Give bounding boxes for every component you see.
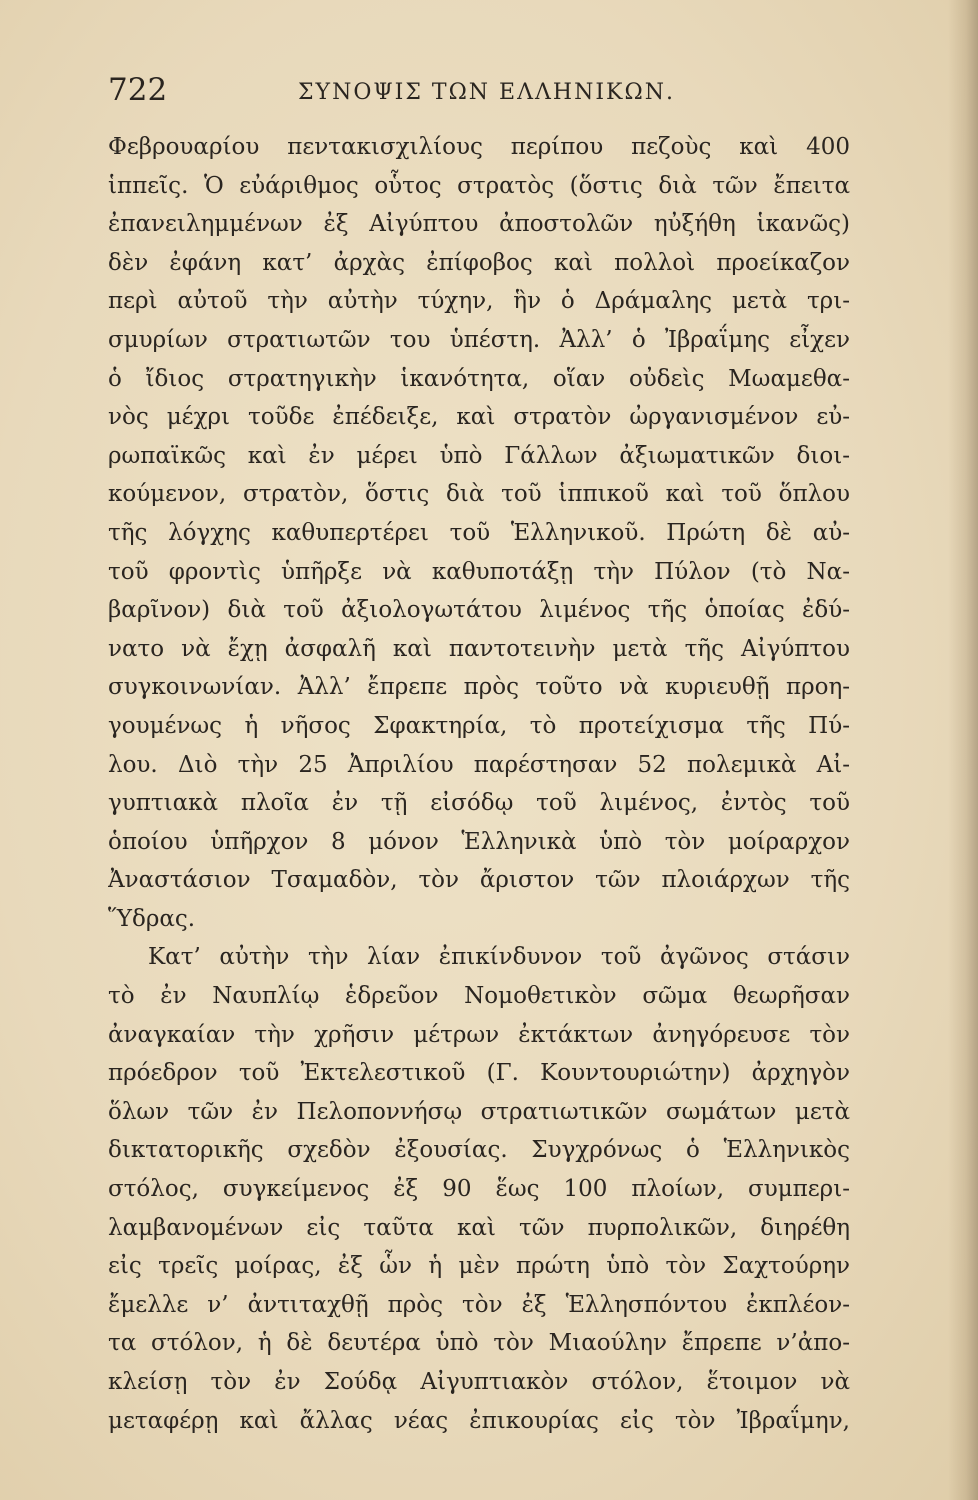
- text-line: συγκοινωνίαν. Ἀλλ’ ἔπρεπε πρὸς τοῦτο νὰ κυριευθῇ προη-: [108, 674, 850, 701]
- text-line: ὁ ἴδιος στρατηγικὴν ἱκανότητα, οἵαν οὐδεὶς Μωαμεθα-: [108, 365, 850, 392]
- text-line: ἔμελλε ν’ ἀντιταχθῇ πρὸς τὸν ἐξ Ἑλλησπόντου ἐκπλέον-: [108, 1291, 850, 1318]
- page-number: 722: [108, 72, 168, 108]
- text-line: εἰς τρεῖς μοίρας, ἐξ ὧν ἡ μὲν πρώτη ὑπὸ τὸν Σαχτούρην: [108, 1253, 850, 1280]
- text-line: ἐπανειλημμένων ἐξ Αἰγύπτου ἀποστολῶν ηὐξήθη ἱκανῶς): [108, 211, 850, 238]
- text-line: στόλος, συγκείμενος ἐξ 90 ἕως 100 πλοίων, συμπερι-: [108, 1176, 850, 1203]
- text-line: δὲν ἐφάνη κατ’ ἀρχὰς ἐπίφοβος καὶ πολλοὶ προείκαζον: [108, 249, 850, 276]
- text-line: ἱππεῖς. Ὁ εὐάριθμος οὗτος στρατὸς (ὅστις διὰ τῶν ἔπειτα: [108, 172, 850, 199]
- text-line: κούμενον, στρατὸν, ὅστις διὰ τοῦ ἱππικοῦ καὶ τοῦ ὅπλου: [108, 481, 850, 508]
- text-line: ἀναγκαίαν τὴν χρῆσιν μέτρων ἐκτάκτων ἀνηγόρευσε τὸν: [108, 1021, 850, 1048]
- text-line: νατο νὰ ἔχῃ ἀσφαλῆ καὶ παντοτεινὴν μετὰ τῆς Αἰγύπτου: [108, 635, 850, 662]
- text-line: Ὕδρας.: [108, 905, 196, 932]
- text-line: πρόεδρον τοῦ Ἐκτελεστικοῦ (Γ. Κουντουριώτην) ἀρχηγὸν: [108, 1060, 850, 1087]
- text-line: τοῦ φροντὶς ὑπῆρξε νὰ καθυποτάξῃ τὴν Πύλον (τὸ Να-: [108, 558, 850, 585]
- text-line: ὁποίου ὑπῆρχον 8 μόνον Ἑλληνικὰ ὑπὸ τὸν μοίραρχον: [108, 828, 850, 855]
- text-line: δικτατορικῆς σχεδὸν ἐξουσίας. Συγχρόνως ὁ Ἑλληνικὸς: [108, 1137, 850, 1164]
- body-text: [108, 128, 850, 1440]
- text-line: Κατ’ αὐτὴν τὴν λίαν ἐπικίνδυνον τοῦ ἀγῶνος στάσιν: [148, 944, 850, 971]
- text-line: Φεβρουαρίου πεντακισχιλίους περίπου πεζοὺς καὶ 400: [108, 134, 850, 160]
- text-line: τα στόλον, ἡ δὲ δευτέρα ὑπὸ τὸν Μιαούλην ἔπρεπε ν’ἀπο-: [108, 1330, 850, 1357]
- page-header: [108, 72, 868, 116]
- text-line: σμυρίων στρατιωτῶν του ὑπέστη. Ἀλλ’ ὁ Ἰβραΐμης εἶχεν: [108, 326, 850, 353]
- page-edge-shadow: [948, 0, 978, 1500]
- text-line: γουμένως ἡ νῆσος Σφακτηρία, τὸ προτείχισμα τῆς Πύ-: [108, 712, 850, 739]
- text-line: κλείσῃ τὸν ἐν Σούδᾳ Αἰγυπτιακὸν στόλον, ἕτοιμον νὰ: [108, 1369, 850, 1395]
- text-line: μεταφέρῃ καὶ ἄλλας νέας ἐπικουρίας εἰς τὸν Ἰβραΐμην,: [108, 1407, 850, 1434]
- text-line: βαρῖνον) διὰ τοῦ ἀξιολογωτάτου λιμένος τῆς ὁποίας ἐδύ-: [108, 597, 850, 624]
- text-line: λαμβανομένων εἰς ταῦτα καὶ τῶν πυρπολικῶν, διηρέθη: [108, 1214, 850, 1241]
- text-line: νὸς μέχρι τοῦδε ἐπέδειξε, καὶ στρατὸν ὠργανισμένον εὐ-: [108, 404, 850, 431]
- text-line: Ἀναστάσιον Τσαμαδὸν, τὸν ἄριστον τῶν πλοιάρχων τῆς: [108, 867, 850, 894]
- text-line: περὶ αὐτοῦ τὴν αὐτὴν τύχην, ἣν ὁ Δράμαλης μετὰ τρι-: [108, 288, 850, 315]
- text-line: ρωπαϊκῶς καὶ ἐν μέρει ὑπὸ Γάλλων ἀξιωματικῶν διοι-: [108, 442, 850, 469]
- text-line: τῆς λόγχης καθυπερτέρει τοῦ Ἑλληνικοῦ. Πρώτη δὲ αὐ-: [108, 519, 850, 546]
- running-title: ΣΥΝΟΨΙΣ ΤΩΝ ΕΛΛΗΝΙΚΩΝ.: [298, 80, 675, 105]
- text-line: ὅλων τῶν ἐν Πελοποννήσῳ στρατιωτικῶν σωμάτων μετὰ: [108, 1098, 850, 1125]
- text-line: γυπτιακὰ πλοῖα ἐν τῇ εἰσόδῳ τοῦ λιμένος, ἐντὸς τοῦ: [108, 790, 850, 817]
- text-line: λου. Διὸ τὴν 25 Ἀπριλίου παρέστησαν 52 πολεμικὰ Αἰ-: [108, 751, 850, 778]
- text-line: τὸ ἐν Ναυπλίῳ ἑδρεῦον Νομοθετικὸν σῶμα θεωρῆσαν: [108, 983, 850, 1010]
